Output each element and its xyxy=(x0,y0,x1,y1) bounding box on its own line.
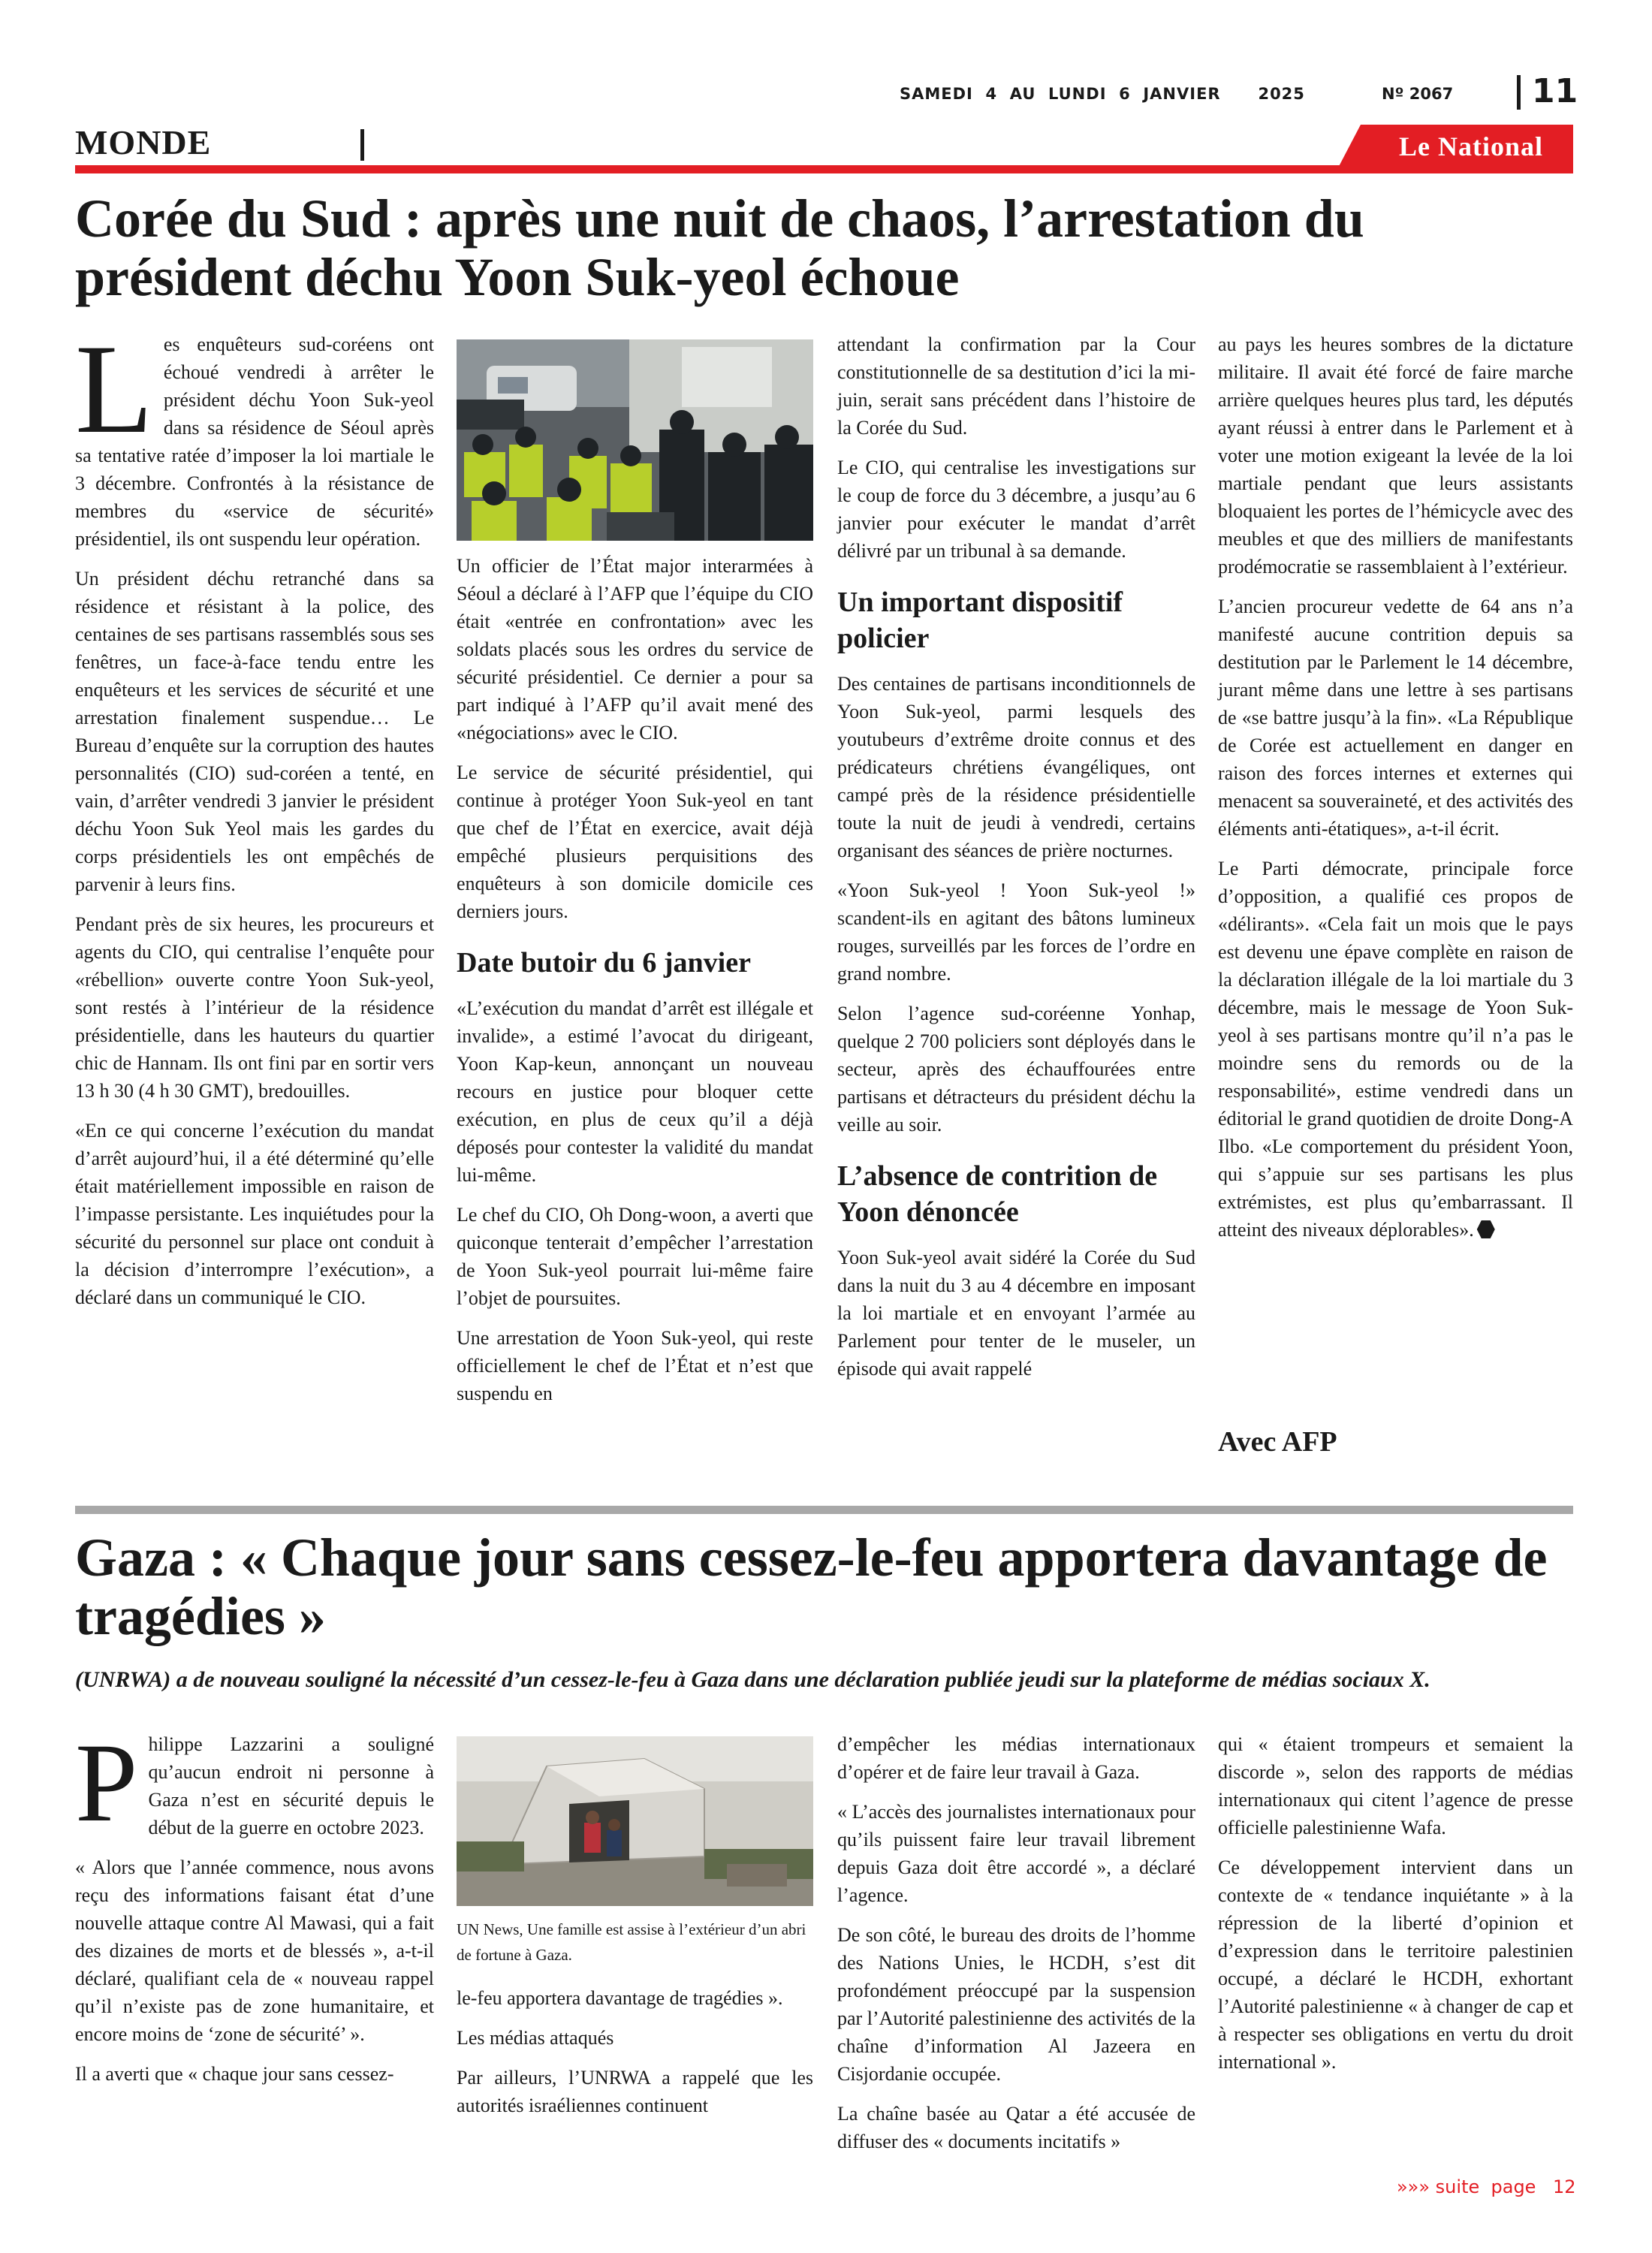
police-crowd-photo xyxy=(457,339,813,541)
article-separator xyxy=(75,1506,1573,1514)
paragraph: « L’accès des journalistes internationaux pour qu’ils puissent faire leur travail librement depuis Gaza doit être accordé », a déclaré l’agence. xyxy=(837,1801,1195,1906)
issue-date: SAMEDI 4 AU LUNDI 6 JANVIER 2025 xyxy=(900,85,1305,103)
paragraph: Il a averti que « chaque jour sans cessez- xyxy=(75,2063,394,2085)
paragraph: Ce développement intervient dans un contexte de « tendance inquiétante » à la répression de la liberté d’opinion et d’expression dans le territoire palestinien occupé, a déclaré le HCDH, exhortant l’Autorité palestinienne « à changer de cap et à respecter ses obligations en vertu du droit international ». xyxy=(1218,1856,1573,2073)
dropcap: P xyxy=(75,1721,138,1845)
paragraph: Yoon Suk-yeol avait sidéré la Corée du Sud dans la nuit du 3 au 4 décembre en imposant la loi martiale et en envoyant l’armée au Parlement pour tenter de le museler, un épisode qui avait rappelé xyxy=(837,1247,1195,1380)
paragraph: Pendant près de six heures, les procureurs et agents du CIO, qui centralise l’enquête pour «rébellion» ouverte contre Yoon Suk-yeol, sont restés à l’intérieur de la résidence présidentielle, dans les hauteurs du quartier chic de Hannam. Ils ont fini par en sortir vers 13 h 30 (4 h 30 GMT), bredouilles. xyxy=(75,913,434,1102)
paragraph: hilippe Lazzarini a souligné qu’aucun endroit ni personne à Gaza n’est en sécurité depuis le début de la guerre en octobre 2023. xyxy=(148,1733,434,1838)
paragraph: Un président déchu retranché dans sa résidence et résistant à la police, des centaines de ses partisans rassemblés sous ses fenêtres, un face-à-face tendu entre les enquêteurs et les services de sécurité et une arrestation finalement suspendue… Le Bureau d’enquête sur la corruption des hautes personnalités (CIO) sud-coréen a tenté, en vain, d’arrêter vendredi 3 janvier le président déchu Yoon Suk Yeol mais les gardes du corps présidentiels les ont empêchés de parvenir à leurs fins. xyxy=(75,568,434,895)
page-number-divider xyxy=(1517,75,1521,110)
article-2-lede: (UNRWA) a de nouveau souligné la nécessité d’un cessez-le-feu à Gaza dans une déclaration publiée jeudi sur la plateforme de médias sociaux X. xyxy=(75,1667,1430,1692)
end-mark-icon xyxy=(1477,1220,1495,1238)
paragraph: au pays les heures sombres de la dictature militaire. Il avait été forcé de faire marche arrière quelques heures plus tard, les députés ayant réussi à entrer dans le Parlement et à voter une motion exigeant la levée de la loi martiale pendant que leurs assistants bloquaient les portes de l’hémicycle avec des meubles et que des milliers de manifestants prodémocratie se rassemblaient à l’extérieur. xyxy=(1218,333,1573,578)
paragraph: Les médias attaqués xyxy=(457,2027,614,2049)
article-1-column-2 xyxy=(457,552,813,1419)
issue-number: Nº 2067 xyxy=(1382,85,1454,103)
paragraph: Par ailleurs, l’UNRWA a rappelé que les autorités israéliennes continuent xyxy=(457,2067,813,2116)
paragraph: La chaîne basée au Qatar a été accusée de diffuser des « documents incitatifs » xyxy=(837,2103,1195,2152)
paragraph: es enquêteurs sud-coréens ont échoué vendredi à arrêter le président déchu Yoon Suk-yeol dans sa résidence de Séoul après sa tentative ratée d’imposer la loi martiale le 3 décembre. Confrontés à la résistance de membres du «service de sécurité» présidentiel, ils ont suspendu leur opération. xyxy=(75,333,434,550)
paragraph: Selon l’agence sud-coréenne Yonhap, quelque 2 700 policiers sont déployés dans le secteur, après des échauffourées entre partisans et détracteurs du président déchu la veille au soir. xyxy=(837,1003,1195,1136)
article-1-column-3 xyxy=(837,330,1195,1395)
article-2-column-1 xyxy=(75,1721,434,2100)
section-label: MONDE xyxy=(75,123,212,161)
page-number: 11 xyxy=(1532,72,1578,110)
paragraph: Une arrestation de Yoon Suk-yeol, qui reste officiellement le chef de l’État et n’est que suspendu en xyxy=(457,1327,813,1404)
article-1-headline: Corée du Sud : après une nuit de chaos, l’arrestation du président déchu Yoon Suk-yeol échoue xyxy=(75,189,1364,307)
brand-name: Le National xyxy=(1398,131,1543,161)
article-2-column-4 xyxy=(1218,1730,1573,2088)
photo-caption: UN News, Une famille est assise à l’extérieur d’un abri de fortune à Gaza. xyxy=(457,1920,806,1964)
subheading: Date butoir du 6 janvier xyxy=(457,947,751,979)
paragraph: qui « étaient trompeurs et semaient la discorde », selon des rapports de médias internationaux qui citent l’agence de presse officielle palestinienne Wafa. xyxy=(1218,1733,1573,1838)
paragraph: «L’exécution du mandat d’arrêt est illégale et invalide», a estimé l’avocat du dirigeant, Yoon Kap-keun, annonçant un nouveau recours en justice pour bloquer cette exécution, en plus de ceux qu’il a déjà déposés pour contester la validité du mandat lui-même. xyxy=(457,997,813,1186)
paragraph: Le CIO, qui centralise les investigations sur le coup de force du 3 décembre, a jusqu’au 6 janvier pour exécuter le mandat d’arrêt délivré par un tribunal à sa demande. xyxy=(837,457,1195,562)
paragraph: De son côté, le bureau des droits de l’homme des Nations Unies, le HCDH, s’est dit profondément préoccupé par la suspension par l’Autorité palestinienne des activités de la chaîne d’information Al Jazeera en Cisjordanie occupée. xyxy=(837,1924,1195,2085)
paragraph: attendant la confirmation par la Cour constitutionnelle de sa destitution d’ici la mi-juin, serait sans précédent dans l’histoire de la Corée du Sud. xyxy=(837,333,1195,439)
article-1-column-1 xyxy=(75,318,434,1323)
paragraph: Un officier de l’État major interarmées à Séoul a déclaré à l’AFP que l’équipe du CIO était «entrée en confrontation» avec les soldats placés sous les ordres du service de sécurité présidentiel. Ce dernier a pour sa part indiqué à l’AFP qu’il avait mené des «négociations» avec le CIO. xyxy=(457,555,813,743)
subheading: Un important dispositif policier xyxy=(837,587,1123,654)
article-2-column-2 xyxy=(457,1984,813,2131)
section-divider xyxy=(360,129,364,161)
article-2-photo xyxy=(457,1736,813,1906)
paragraph: Le service de sécurité présidentiel, qui continue à protéger Yoon Suk-yeol en tant que chef de l’État en exercice, avait déjà empêché plusieurs perquisitions des enquêteurs à son domicile domicile ces derniers jours. xyxy=(457,762,813,922)
article-1-signature: Avec AFP xyxy=(1218,1426,1337,1458)
paragraph: Le Parti démocrate, principale force d’opposition, a qualifié ces propos de «délirants». «Cela fait un mois que le pays est devenu une épave complète en raison de la déclaration illégale de la loi martiale du 3 décembre, mais le message de Yoon Suk-yeol à ses partisans montre qu’il n’a pas le moindre sens du remords ou de la responsabilité», estime vendredi dans un éditorial le grand quotidien de droite Dong-A Ilbo. «Le comportement du président Yoon, qui s’appuie sur ses partisans les plus extrémistes, est plus qu’embarrassant. Il atteint des niveaux déplorables». xyxy=(1218,858,1573,1241)
continued-link[interactable]: »»» suite page xyxy=(1397,2176,1536,2197)
article-1-photo xyxy=(457,339,813,541)
dropcap: L xyxy=(75,318,153,460)
continued-page-number: 12 xyxy=(1553,2176,1576,2197)
article-2-headline: Gaza : « Chaque jour sans cessez-le-feu apportera davantage de tragédies » xyxy=(75,1528,1548,1646)
article-2-column-3 xyxy=(837,1730,1195,2167)
paragraph: «Yoon Suk-yeol ! Yoon Suk-yeol !» scandent-ils en agitant des bâtons lumineux rouges, surveillés par les forces de l’ordre en grand nombre. xyxy=(837,879,1195,985)
paragraph: Des centaines de partisans inconditionnels de Yoon Suk-yeol, parmi lesquels des youtubeurs d’extrême droite connus et des prédicateurs chrétiens évangéliques, ont campé près de la résidence présidentielle toute la nuit de jeudi à vendredi, certains organisant des séances de prière nocturnes. xyxy=(837,673,1195,861)
paragraph: « Alors que l’année commence, nous avons reçu des informations faisant état d’une nouvelle attaque contre Al Mawasi, qui a fait des dizaines de morts et de blessés », a-t-il déclaré, qualifiant cela de « nouveau rappel qu’il n’existe pas de zone humanitaire, et encore moins de ‘zone de sécurité’ ». xyxy=(75,1856,434,2045)
paragraph: L’ancien procureur vedette de 64 ans n’a manifesté aucune contrition depuis sa destitution par le Parlement le 14 décembre, jurant même dans une lettre à ses partisans de «se battre jusqu’à la fin». «La République de Corée est actuellement en danger en raison des forces internes et externes qui menacent sa souveraineté, et des activités des éléments anti-étatiques», a-t-il écrit. xyxy=(1218,596,1573,840)
paragraph: le-feu apportera davantage de tragédies ». xyxy=(457,1987,783,2009)
paragraph: Le chef du CIO, Oh Dong-woon, a averti que quiconque tenterait d’empêcher l’arrestation de Yoon Suk-yeol pourrait lui-même faire l’objet de poursuites. xyxy=(457,1204,813,1309)
gaza-shelter-photo xyxy=(457,1736,813,1906)
paragraph: «En ce qui concerne l’exécution du mandat d’arrêt aujourd’hui, il a été déterminé qu’elle était matériellement impossible en raison de l’impasse persistante. Les inquiétudes pour la sécurité du personnel sur place ont conduit à la décision d’interrompre l’exécution», a déclaré dans un communiqué le CIO. xyxy=(75,1120,434,1308)
subheading: L’absence de contrition de Yoon dénoncée xyxy=(837,1160,1158,1228)
paragraph: d’empêcher les médias internationaux d’opérer et de faire leur travail à Gaza. xyxy=(837,1733,1195,1783)
article-1-column-4 xyxy=(1218,330,1573,1256)
